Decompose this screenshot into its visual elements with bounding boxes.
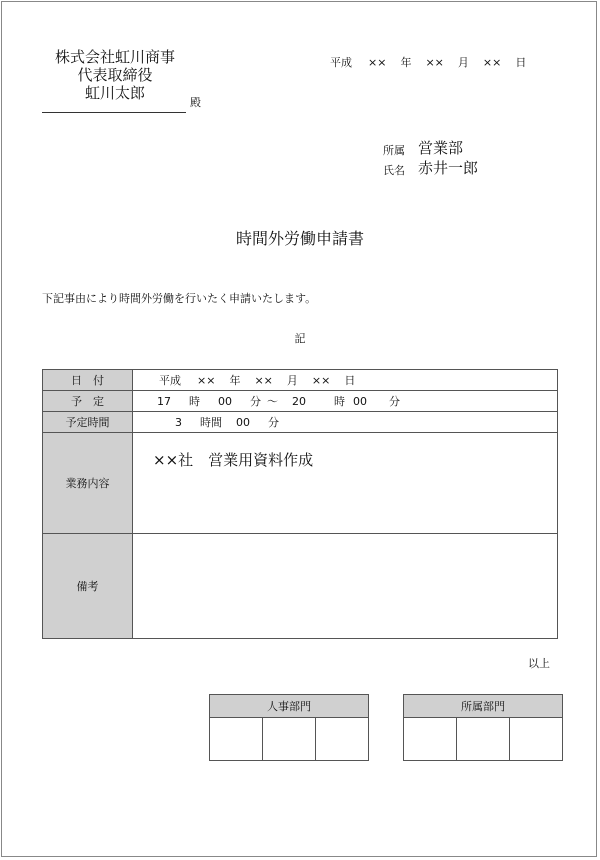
dept-stamp-cell[interactable] bbox=[510, 718, 563, 761]
addressee-company: 株式会社虹川商事 bbox=[54, 48, 175, 66]
date-year-unit: 年 bbox=[400, 56, 412, 69]
dept-approval-box bbox=[403, 694, 563, 761]
work-field-label: 業務内容 bbox=[43, 433, 133, 534]
hr-approval-box bbox=[209, 694, 369, 761]
addressee-underline bbox=[42, 112, 186, 113]
hours-field-value[interactable]: 3 時間 00 分 bbox=[133, 412, 558, 433]
addressee-honorific: 殿 bbox=[190, 96, 201, 109]
date-era: 平成 bbox=[330, 56, 352, 69]
name-value: 赤井一郎 bbox=[418, 159, 479, 177]
addressee-name: 虹川太郎 bbox=[84, 84, 145, 102]
hr-stamp-cell[interactable] bbox=[210, 718, 263, 761]
hours-field-label: 予定時間 bbox=[43, 412, 133, 433]
schedule-field-label: 予 定 bbox=[43, 391, 133, 412]
form-row-hours bbox=[43, 412, 558, 433]
hr-stamp-cell[interactable] bbox=[263, 718, 316, 761]
hr-approval-header: 人事部門 bbox=[210, 695, 369, 718]
form-row-date bbox=[43, 370, 558, 391]
hr-stamp-cell[interactable] bbox=[316, 718, 369, 761]
notes-field-label: 備考 bbox=[43, 534, 133, 639]
addressee-position: 代表取締役 bbox=[77, 66, 153, 84]
schedule-field-value[interactable]: 17 時 00 分 ～ 20 時 00 分 bbox=[133, 391, 558, 412]
date-day-unit: 日 bbox=[515, 56, 527, 69]
addressee-block bbox=[40, 48, 190, 102]
date-month-unit: 月 bbox=[457, 56, 469, 69]
document-title: 時間外労働申請書 bbox=[235, 229, 364, 248]
application-form-table bbox=[42, 369, 558, 639]
date-field-label: 日 付 bbox=[43, 370, 133, 391]
form-row-schedule bbox=[43, 391, 558, 412]
dept-stamp-cell[interactable] bbox=[404, 718, 457, 761]
date-year: ×× bbox=[368, 56, 387, 69]
name-label: 氏名 bbox=[383, 164, 405, 177]
dept-label: 所属 bbox=[383, 144, 405, 157]
date-day: ×× bbox=[482, 56, 502, 69]
form-row-notes bbox=[43, 534, 558, 639]
date-month: ×× bbox=[425, 56, 444, 69]
dept-approval-header: 所属部門 bbox=[404, 695, 563, 718]
form-row-work bbox=[43, 433, 558, 534]
ki-heading: 記 bbox=[294, 332, 306, 345]
dept-stamp-cell[interactable] bbox=[457, 718, 510, 761]
closing-text: 以上 bbox=[528, 657, 550, 670]
dept-value: 営業部 bbox=[418, 139, 464, 157]
work-field-value[interactable]: ××社 営業用資料作成 bbox=[133, 433, 558, 534]
notes-field-value[interactable] bbox=[133, 534, 558, 639]
date-field-value[interactable]: 平成 ×× 年 ×× 月 ×× 日 bbox=[133, 370, 558, 391]
submission-date bbox=[330, 54, 526, 70]
intro-text: 下記事由により時間外労働を行いたく申請いたします。 bbox=[42, 292, 317, 305]
